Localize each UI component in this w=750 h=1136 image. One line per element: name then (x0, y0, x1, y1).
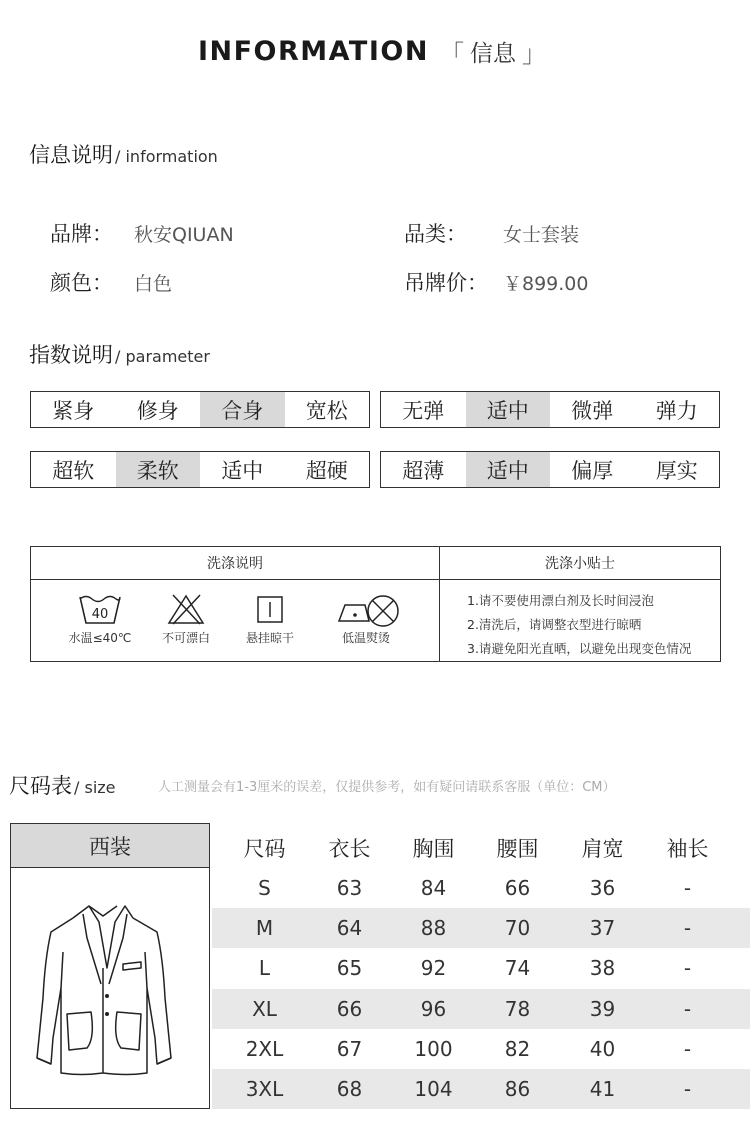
wash-table (30, 546, 721, 662)
param-option: 微弹 (571, 398, 614, 423)
param-option: 超薄 (402, 458, 445, 483)
size-table (212, 827, 750, 1109)
param-subtitle: / parameter (115, 347, 210, 366)
param-option: 适中 (221, 458, 264, 483)
size-table-header (212, 827, 750, 868)
table-cell: 38 (589, 956, 616, 981)
table-cell: 2XL (245, 1036, 284, 1061)
table-cell: 65 (336, 956, 363, 981)
header-title-en: INFORMATION (197, 36, 429, 67)
wash-tip: 2.清洗后，请调整衣型进行晾晒 (467, 617, 642, 632)
param-option: 修身 (136, 398, 179, 423)
table-row (212, 1069, 750, 1109)
table-cell: 66 (504, 876, 531, 901)
param-option: 超硬 (305, 458, 348, 483)
table-cell: 64 (336, 916, 363, 941)
param-option: 偏厚 (571, 458, 614, 483)
table-cell: 68 (336, 1077, 363, 1102)
table-cell: 96 (420, 996, 447, 1021)
wash-instructions-header: 洗涤说明 (31, 547, 439, 580)
param-option: 无弹 (402, 398, 445, 423)
table-cell: - (683, 1077, 692, 1102)
param-section-title (29, 339, 210, 369)
table-cell: 39 (589, 996, 616, 1021)
column-header: 胸围 (412, 836, 455, 861)
header-bracket-close: 」 (522, 40, 547, 68)
wash-tub-40-icon (78, 593, 122, 625)
table-cell: - (683, 876, 692, 901)
table-cell: 88 (420, 916, 447, 941)
table-row (212, 989, 750, 1029)
page-header (0, 34, 750, 69)
size-note: 人工测量会有1-3厘米的误差，仅提供参考，如有疑问请联系客服（单位：CM） (158, 780, 616, 795)
thickness-param-group (380, 451, 720, 488)
table-row (212, 868, 750, 908)
param-option: 弹力 (655, 398, 698, 423)
table-cell: 3XL (245, 1077, 284, 1102)
low-iron-item (321, 593, 411, 646)
column-header: 袖长 (666, 836, 709, 861)
column-header: 腰围 (496, 836, 539, 861)
table-cell: S (258, 876, 271, 901)
table-cell: 86 (504, 1077, 531, 1102)
param-title: 指数说明 (29, 343, 113, 367)
garment-panel (10, 823, 210, 1109)
table-row (212, 1029, 750, 1069)
wash-tips-header: 洗涤小贴士 (440, 547, 720, 580)
garment-label: 西装 (11, 824, 209, 868)
hang-dry-caption: 悬挂晾干 (245, 631, 294, 645)
color-label: 颜色： (50, 271, 113, 295)
brand-value: 秋安QIUAN (134, 224, 234, 246)
softness-param-group (30, 451, 370, 488)
wash-tips-list (467, 589, 691, 661)
wash-temp-number: 40 (91, 607, 109, 622)
wash-temp-item (55, 593, 145, 646)
size-section-title (9, 770, 116, 800)
size-subtitle: / size (74, 778, 116, 797)
table-cell: 70 (504, 916, 531, 941)
wash-tip: 3.请避免阳光直晒，以避免出现变色情况 (467, 641, 692, 656)
table-cell: 92 (420, 956, 447, 981)
table-row (212, 908, 750, 948)
column-header: 衣长 (328, 836, 371, 861)
table-cell: 40 (589, 1036, 616, 1061)
header-title-zh: 信息 (470, 41, 517, 67)
category-label: 品类： (404, 222, 467, 246)
wash-tip: 1.请不要使用漂白剂及长时间浸泡 (467, 593, 654, 608)
brand-label: 品牌： (50, 222, 113, 246)
param-option-selected: 合身 (200, 392, 285, 427)
table-cell: 36 (589, 876, 616, 901)
table-cell: - (683, 916, 692, 941)
fit-param-group (30, 391, 370, 428)
hang-dry-icon (250, 593, 290, 625)
header-bracket-open: 「 (440, 40, 465, 68)
table-cell: 82 (504, 1036, 531, 1061)
table-cell: 100 (414, 1036, 453, 1061)
table-cell: - (683, 956, 692, 981)
param-option: 紧身 (52, 398, 95, 423)
table-cell: XL (252, 996, 277, 1021)
param-option: 厚实 (655, 458, 698, 483)
low-iron-caption: 低温熨烫 (341, 631, 390, 645)
low-iron-no-iron-icon (331, 593, 401, 629)
param-option-selected: 适中 (466, 392, 551, 427)
param-option-selected: 柔软 (116, 452, 201, 487)
table-cell: L (258, 956, 271, 981)
no-bleach-caption: 不可漂白 (161, 631, 210, 645)
category-value: 女士套装 (503, 224, 580, 246)
info-section-title (29, 139, 218, 169)
column-header: 肩宽 (581, 836, 624, 861)
info-title: 信息说明 (29, 143, 113, 167)
size-title: 尺码表 (9, 774, 72, 798)
table-cell: - (683, 1036, 692, 1061)
table-cell: 63 (336, 876, 363, 901)
param-option: 宽松 (305, 398, 348, 423)
param-option: 超软 (52, 458, 95, 483)
table-cell: M (255, 916, 274, 941)
param-option-selected: 适中 (466, 452, 551, 487)
table-cell: 41 (589, 1077, 616, 1102)
no-bleach-item (141, 593, 231, 646)
table-cell: 84 (420, 876, 447, 901)
hang-dry-item (225, 593, 315, 646)
table-cell: 66 (336, 996, 363, 1021)
table-cell: 67 (336, 1036, 363, 1061)
no-bleach-icon (166, 593, 206, 625)
wash-temp-caption: 水温≤40℃ (68, 631, 132, 645)
table-cell: 78 (504, 996, 531, 1021)
blazer-icon (11, 868, 209, 1106)
table-row (212, 948, 750, 988)
column-header: 尺码 (243, 836, 286, 861)
stretch-param-group (380, 391, 720, 428)
table-cell: - (683, 996, 692, 1021)
wash-table-divider (439, 547, 440, 661)
table-cell: 104 (414, 1077, 453, 1102)
info-subtitle: / information (115, 147, 218, 166)
table-cell: 74 (504, 956, 531, 981)
tag-price-value: ￥899.00 (503, 273, 589, 295)
tag-price-label: 吊牌价： (404, 271, 488, 295)
table-cell: 37 (589, 916, 616, 941)
color-value: 白色 (134, 273, 173, 295)
